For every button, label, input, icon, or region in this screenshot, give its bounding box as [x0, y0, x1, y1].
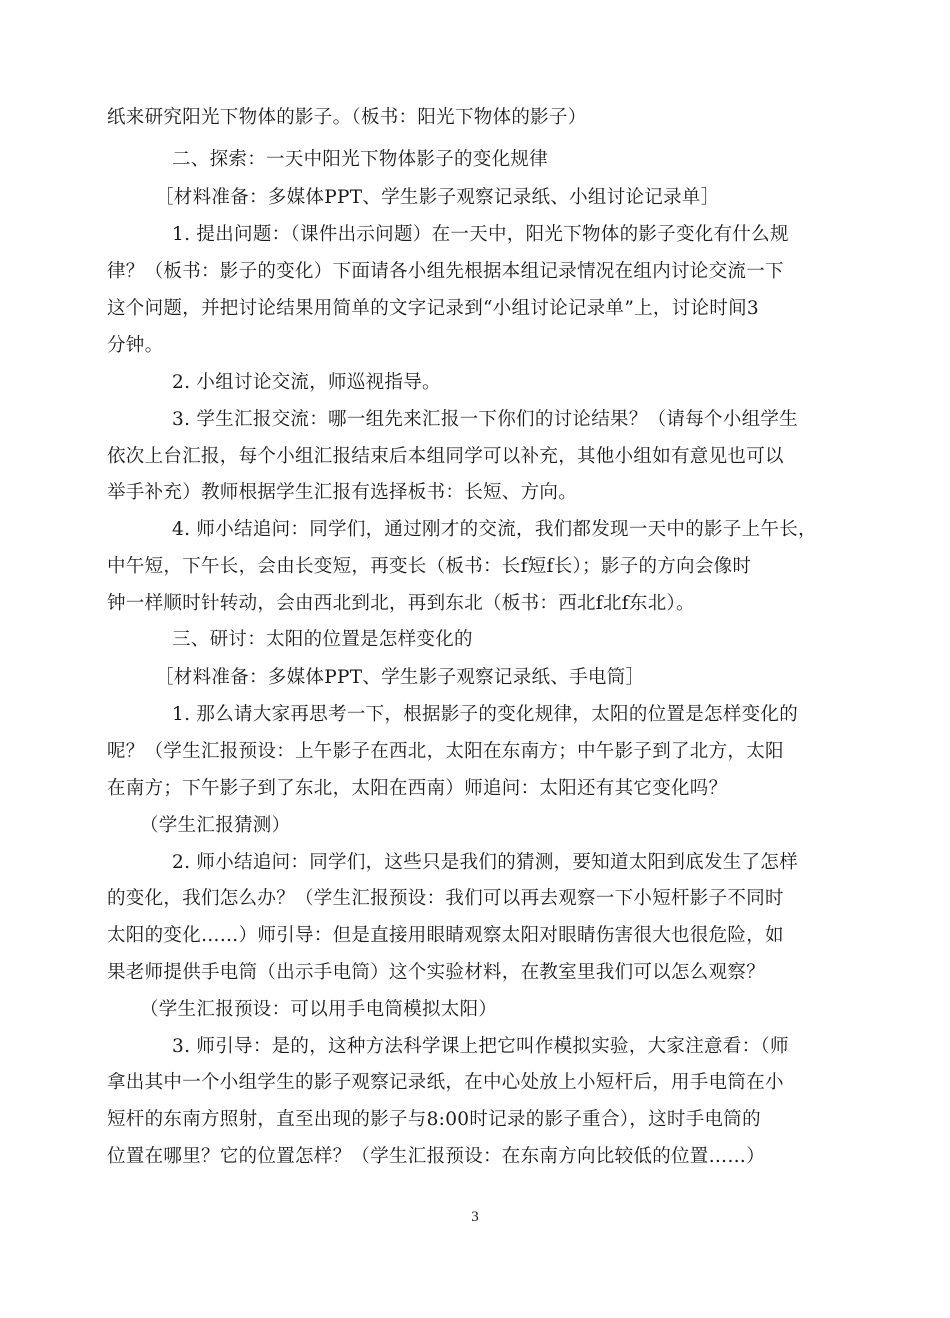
paragraph-line: 的变化，我们怎么办？（学生汇报预设：我们可以再去观察一下小短杆影子不同时	[107, 888, 784, 909]
paragraph-line: 钟一样顺时针转动，会由西北到北，再到东北（板书：西北f北f东北）。	[107, 593, 695, 614]
paragraph-line: 位置在哪里？它的位置怎样？（学生汇报预设：在东南方向比较低的位置……）	[107, 1146, 766, 1167]
paragraph-line: （学生汇报预设：可以用手电筒模拟太阳）	[140, 999, 498, 1020]
paragraph-line: 分钟。	[107, 335, 164, 356]
paragraph-line: 呢？（学生汇报预设：上午影子在西北，太阳在东南方；中午影子到了北方，太阳	[107, 741, 784, 762]
paragraph-line: 3. 师引导：是的，这种方法科学课上把它叫作模拟实验，大家注意看：（师	[172, 1036, 789, 1057]
paragraph-line: 太阳的变化……）师引导：但是直接用眼睛观察太阳对眼睛伤害很大也很危险，如	[107, 925, 784, 946]
paragraph-line: 2. 小组讨论交流，师巡视指导。	[172, 372, 441, 393]
materials-line: ［材料准备：多媒体PPT、学生影子观察记录纸、手电筒］	[155, 667, 645, 688]
paragraph-line: 2. 师小结追问：同学们，这些只是我们的猜测，要知道太阳到底发生了怎样	[172, 852, 799, 873]
paragraph-line: （学生汇报猜测）	[140, 815, 291, 836]
paragraph-line: 举手补充）教师根据学生汇报有选择板书：长短、方向。	[107, 482, 578, 503]
paragraph-line: 纸来研究阳光下物体的影子。（板书：阳光下物体的影子）	[107, 107, 587, 128]
paragraph-line: 拿出其中一个小组学生的影子观察记录纸，在中心处放上小短杆后，用手电筒在小	[107, 1072, 784, 1093]
paragraph-line: 依次上台汇报，每个小组汇报结束后本组同学可以补充，其他小组如有意见也可以	[107, 446, 784, 467]
paragraph-line: 在南方；下午影子到了东北，太阳在西南）师追问：太阳还有其它变化吗？	[107, 778, 728, 799]
paragraph-line: 短杆的东南方照射，直至出现的影子与8:00时记录的影子重合），这时手电筒的	[107, 1109, 761, 1130]
section-heading: 三、研讨：太阳的位置是怎样变化的	[172, 629, 473, 650]
paragraph-line: 1. 提出问题：（课件出示问题）在一天中，阳光下物体的影子变化有什么规	[172, 224, 789, 245]
page-number: 3	[471, 1209, 479, 1225]
paragraph-line: 果老师提供手电筒（出示手电筒）这个实验材料，在教室里我们可以怎么观察？	[107, 962, 766, 983]
paragraph-line: 1. 那么请大家再思考一下，根据影子的变化规律，太阳的位置是怎样变化的	[172, 704, 799, 725]
paragraph-line: 3. 学生汇报交流：哪一组先来汇报一下你们的讨论结果？（请每个小组学生	[172, 409, 799, 430]
section-heading: 二、探索：一天中阳光下物体影子的变化规律	[172, 149, 549, 170]
paragraph-line: 这个问题，并把讨论结果用简单的文字记录到“小组讨论记录单”上，讨论时间3	[107, 298, 759, 319]
paragraph-line: 律？（板书：影子的变化）下面请各小组先根据本组记录情况在组内讨论交流一下	[107, 261, 784, 282]
paragraph-line: 中午短，下午长，会由长变短，再变长（板书：长f短f长）；影子的方向会像时	[107, 556, 752, 577]
paragraph-line: 4. 师小结追问：同学们，通过刚才的交流，我们都发现一天中的影子上午长，	[172, 519, 817, 540]
materials-line: ［材料准备：多媒体PPT、学生影子观察记录纸、小组讨论记录单］	[155, 187, 720, 208]
